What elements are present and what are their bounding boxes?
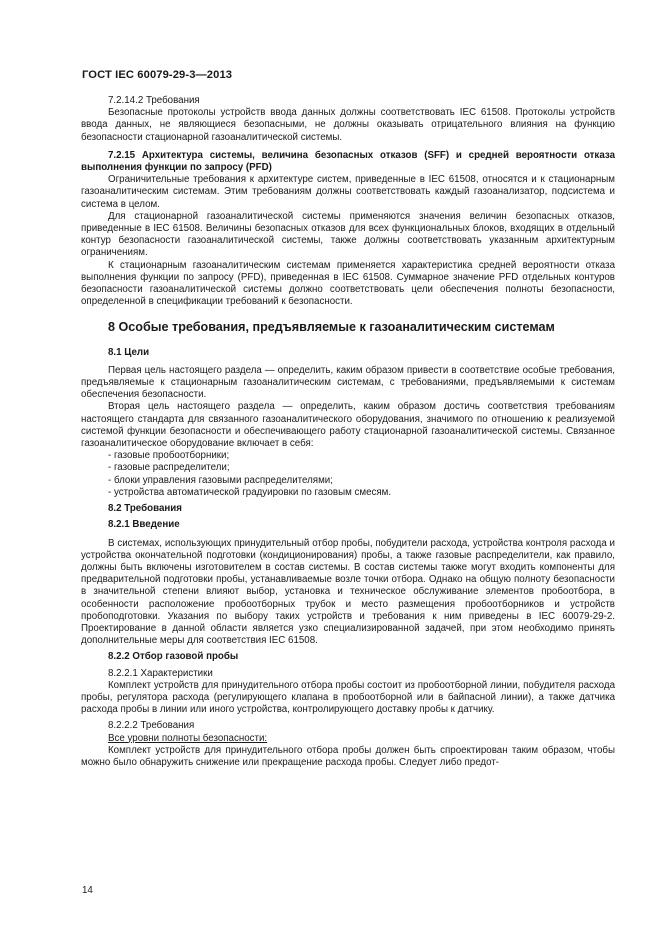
clause-8-2-heading: 8.2 Требования	[108, 503, 182, 515]
subheading-all-sil: Все уровни полноты безопасности:	[108, 732, 268, 744]
paragraph: Ограничительные требования к архитектуре систем, приведенные в IEC 61508, относятся и к стационарным газоаналитическим системам. Этим требованиям должны соответствовать каждый газоанализатор, подсистема и система в целом.	[81, 174, 615, 210]
page-number: 14	[82, 885, 93, 896]
document-body	[81, 95, 615, 769]
clause-7-2-15-heading: 7.2.15 Архитектура системы, величина безопасных отказов (SFF) и средней вероятности отказа выполнения функции по запросу (PFD)	[81, 149, 615, 174]
clause-8-2-1-heading: 8.2.1 Введение	[108, 519, 180, 531]
paragraph: Вторая цель настоящего раздела — определить, каким образом достичь соответствия требованиям настоящего стандарта для связанного газоаналитического оборудования, значимого по отношению к реализуемой системой функции безопасности и обеспечивающего работу стационарной газоаналитической системы. Связанное газоаналитическое оборудование включает в себя:	[81, 401, 615, 450]
list-item: - газовые пробоотборники;	[108, 450, 230, 462]
section-8-heading: 8 Особые требования, предъявляемые к газоаналитическим системам	[108, 320, 555, 335]
paragraph: К стационарным газоаналитическим системам применяется характеристика средней вероятности отказа выполнения функции по запросу (PFD), приведенная в IEC 61508. Суммарное значение PFD отдельных контуров безопасности газоаналитической системы должно соответствовать цели обеспечения полноты безопасности, определенной в спецификации требований к безопасности.	[81, 259, 615, 308]
clause-8-2-2-heading: 8.2.2 Отбор газовой пробы	[108, 651, 239, 663]
clause-7-2-14-2-heading: 7.2.14.2 Требования	[108, 95, 200, 106]
document-header: ГОСТ IEC 60079-29-3—2013	[82, 69, 233, 81]
paragraph: Первая цель настоящего раздела — определить, каким образом привести в соответствие особые требования, предъявляемые к стационарным газоаналитическим системам, с требованиями, предъявляемыми к системам обеспечения безопасности.	[81, 364, 615, 401]
clause-8-2-2-1-heading: 8.2.2.1 Характеристики	[108, 667, 213, 679]
paragraph: Для стационарной газоаналитической системы применяются значения величин безопасных отказов, приведенные в IEC 61508. Величины безопасных отказов для всех функциональных блоков, входящих в отдельный контур безопасности газоаналитической системы, также должны соответствовать указанным архитектурным ограничениям.	[81, 210, 615, 259]
paragraph: Комплект устройств для принудительного отбора пробы должен быть спроектирован таким образом, чтобы можно было обнаружить снижение или прекращение расхода пробы. Следует либо предот-	[81, 744, 615, 768]
paragraph: Безопасные протоколы устройств ввода данных должны соответствовать IEC 61508. Протоколы устройств ввода данных, не являющиеся безопасными, не должны оказывать отрицательного влияния на функцию безопасности стационарной газоаналитической системы.	[81, 107, 615, 143]
list-item: - газовые распределители;	[108, 462, 230, 474]
list-item: - устройства автоматической градуировки по газовым смесям.	[108, 486, 392, 498]
clause-8-2-2-2-heading: 8.2.2.2 Требования	[108, 720, 195, 732]
list-item: - блоки управления газовыми распределителями;	[108, 474, 333, 486]
clause-8-1-heading: 8.1 Цели	[108, 346, 150, 358]
paragraph: В системах, использующих принудительный отбор пробы, побудители расхода, устройства контроля расхода и устройства окончательной подготовки (кондиционирования) пробы, а также газовые распределители, как правило, должны быть включены изготовителем в состав системы. В состав системы также могут входить компоненты для предварительной подготовки пробы, устанавливаемые возле точки отбора. Однако на общую полноту безопасности в значительной степени влияют выбор, установка и техническое обслуживание элементов пробоотбора, в особенности расположение пробоотборных трубок и место размещения пробоотборников и устройств пробоподготовки. Указания по выбору таких устройств и требования к ним приведены в IEC 60079-29-2. Проектирование в данной области является узко специализированной задачей, при этом необходимо принять дополнительные меры для соответствия IEC 61508.	[81, 537, 615, 647]
paragraph: Комплект устройств для принудительного отбора пробы состоит из пробоотборной линии, побудителя расхода пробы, регулятора расхода (регулирующего клапана в пробоотборной или в байпасной линии), а также датчика расхода пробы в линии или иного устройства, контролирующего доставку пробы к датчику.	[81, 679, 615, 716]
